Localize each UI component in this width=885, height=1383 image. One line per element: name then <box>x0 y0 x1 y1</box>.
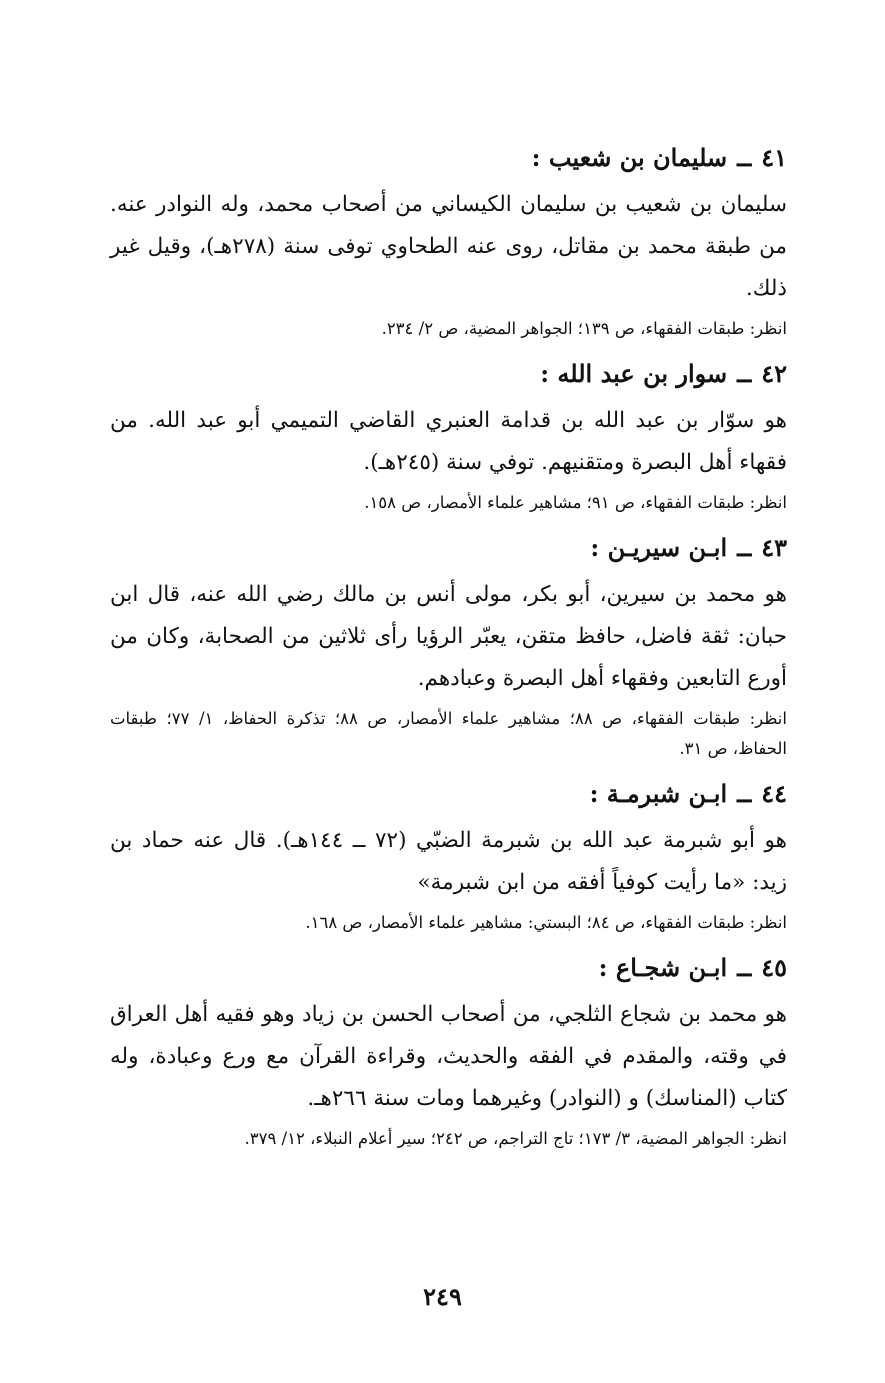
entry-dash: ــ <box>737 359 752 388</box>
entry-reference: انظر: طبقات الفقهاء، ص ٩١؛ مشاهير علماء الأمصار، ص ١٥٨. <box>364 493 787 512</box>
entry-dash: ــ <box>737 779 752 808</box>
entry-number: ٤٢ <box>761 359 787 388</box>
entry-dash: ــ <box>737 953 752 982</box>
entry-dash: ــ <box>737 533 752 562</box>
entry-reference: انظر: طبقات الفقهاء، ص ١٣٩؛ الجواهر المضية، ص ٢/ ٢٣٤. <box>381 319 787 338</box>
entry-title: ابـن شجـاع : <box>598 953 728 982</box>
entry-title: ابـن شبرمـة : <box>589 779 728 808</box>
entry-body: هو محمد بن سيرين، أبو بكر، مولى أنس بن مالك رضي الله عنه، قال ابن حبان: ثقة فاضل، حافظ متقن، يعبّر الرؤيا رأى ثلاثين من الصحابة، وكان من أورع التابعين وفقهاء أهل البصرة وعبادهم. <box>110 582 787 691</box>
entry-heading <box>110 352 787 396</box>
entry-body: هو أبو شبرمة عبد الله بن شبرمة الضبّي (٧٢ ــ ١٤٤هـ). قال عنه حماد بن زيد: «ما رأيت كوفياً أفقه من ابن شبرمة» <box>110 828 787 895</box>
entry-reference: انظر: طبقات الفقهاء، ص ٨٨؛ مشاهير علماء الأمصار، ص ٨٨؛ تذكرة الحفاظ، ١/ ٧٧؛ طبقات الحفاظ، ص ٣١. <box>110 709 787 758</box>
entry-heading <box>110 136 787 180</box>
entry-number: ٤١ <box>761 143 787 172</box>
biography-entry <box>110 136 787 344</box>
entry-title: ابـن سيريـن : <box>590 533 728 562</box>
entry-title: سوار بن عبد الله : <box>540 359 728 388</box>
entry-body: هو محمد بن شجاع الثلجي، من أصحاب الحسن بن زياد وهو فقيه أهل العراق في وقته، والمقدم في الفقه والحديث، وقراءة القرآن مع ورع وعبادة، وله كتاب (المناسك) و (النوادر) وغيرهما ومات سنة ٢٦٦هـ. <box>110 1002 787 1111</box>
entry-number: ٤٣ <box>761 533 787 562</box>
biography-entry <box>110 526 787 764</box>
biography-entry <box>110 946 787 1154</box>
entry-number: ٤٥ <box>761 953 787 982</box>
biography-entry <box>110 772 787 938</box>
entry-heading <box>110 772 787 816</box>
entry-body: سليمان بن شعيب بن سليمان الكيساني من أصحاب محمد، وله النوادر عنه. من طبقة محمد بن مقاتل، روى عنه الطحاوي توفى سنة (٢٧٨هـ)، وقيل غير ذلك. <box>110 192 787 301</box>
entry-number: ٤٤ <box>761 779 787 808</box>
entry-reference: انظر: الجواهر المضية، ٣/ ١٧٣؛ تاج التراجم، ص ٢٤٢؛ سير أعلام النبلاء، ١٢/ ٣٧٩. <box>244 1129 787 1148</box>
entry-title: سليمان بن شعيب : <box>531 143 728 172</box>
entry-dash: ــ <box>737 143 752 172</box>
entry-heading <box>110 526 787 570</box>
page-number: ٢٤٩ <box>423 1282 462 1311</box>
biography-entry <box>110 352 787 518</box>
entry-reference: انظر: طبقات الفقهاء، ص ٨٤؛ البستي: مشاهير علماء الأمصار، ص ١٦٨. <box>305 913 787 932</box>
entry-body: هو سوّار بن عبد الله بن قدامة العنبري القاضي التميمي أبو عبد الله. من فقهاء أهل البصرة ومتقنيهم. توفي سنة (٢٤٥هـ). <box>110 408 787 475</box>
entry-heading <box>110 946 787 990</box>
